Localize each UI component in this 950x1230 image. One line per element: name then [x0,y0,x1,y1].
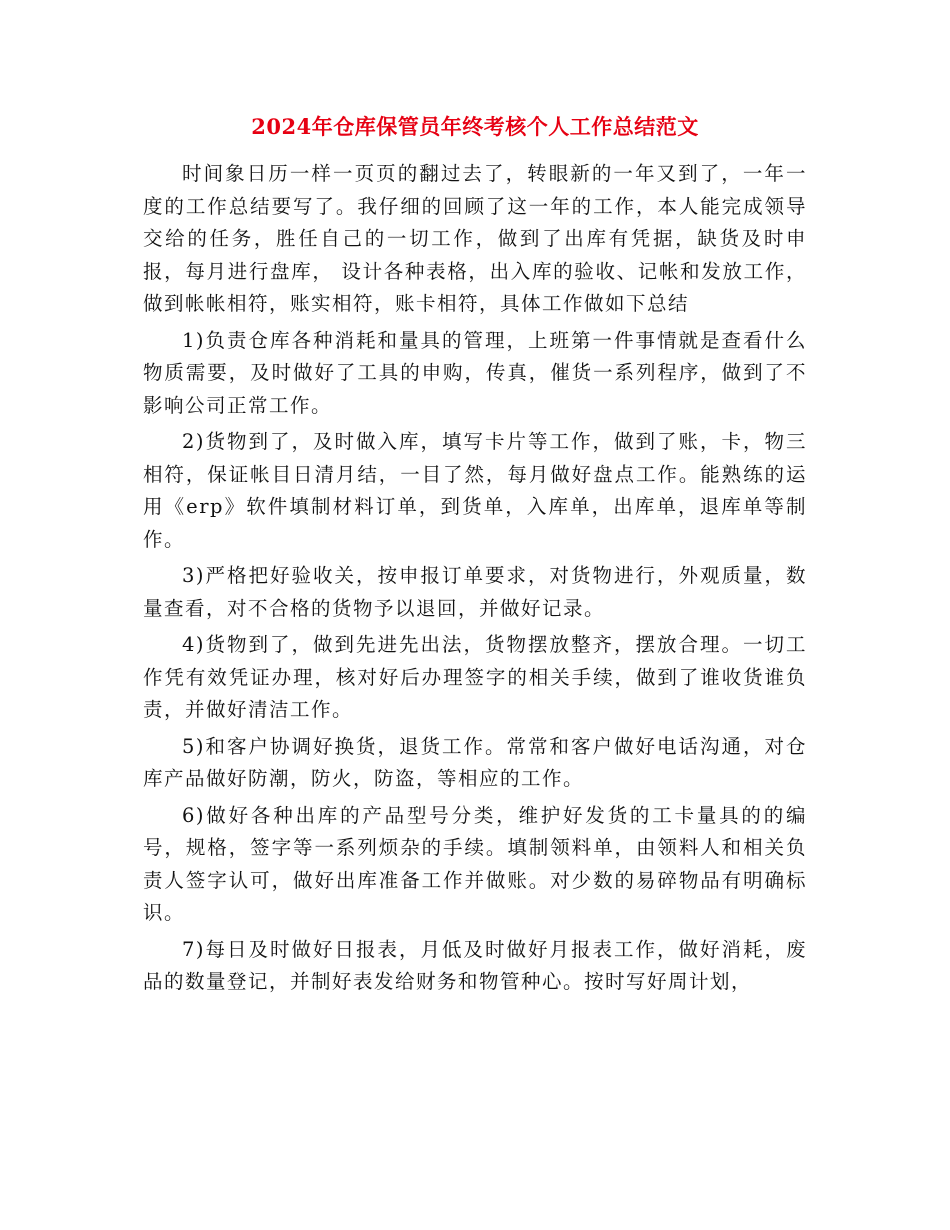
paragraph-item-7: 7)每日及时做好日报表，月低及时做好月报表工作，做好消耗，废品的数量登记，并制好表发给财务和物管种心。按时写好周计划， [143,937,807,993]
paragraph-intro: 时间象日历一样一页页的翻过去了，转眼新的一年又到了，一年一度的工作总结要写了。我仔细的回顾了这一年的工作，本人能完成领导交给的任务，胜任自己的一切工作，做到了出库有凭据，缺货及时申报，每月进行盘库， 设计各种表格，出入库的验收、记帐和发放工作，做到帐帐相符，账实相符，账卡相符，具体工作做如下总结 [143,162,807,315]
paragraph-item-3: 3)严格把好验收关，按申报订单要求，对货物进行，外观质量，数量查看，对不合格的货物予以退回，并做好记录。 [143,564,807,620]
paragraph-item-4: 4)货物到了，做到先进先出法，货物摆放整齐，摆放合理。一切工作凭有效凭证办理，核对好后办理签字的相关手续，做到了谁收货谁负责，并做好清洁工作。 [143,633,807,721]
document-title: 2024年仓库保管员年终考核个人工作总结范文 [251,114,699,139]
paragraph-item-1: 1)负责仓库各种消耗和量具的管理，上班第一件事情就是查看什么物质需要，及时做好了工具的申购，传真，催货一系列程序，做到了不影响公司正常工作。 [143,328,807,417]
document-body [143,158,807,1003]
paragraph-item-6: 6)做好各种出库的产品型号分类，维护好发货的工卡量具的的编号，规格，签字等一系列烦杂的手续。填制领料单，由领料人和相关负责人签字认可，做好出库准备工作并做账。对少数的易碎物品有明确标识。 [143,803,807,924]
paragraph-item-5: 5)和客户协调好换货，退货工作。常常和客户做好电话沟通，对仓库产品做好防潮，防火，防盗，等相应的工作。 [143,734,807,790]
paragraph-item-2: 2)货物到了，及时做入库，填写卡片等工作，做到了账，卡，物三相符，保证帐目日清月结，一目了然，每月做好盘点工作。能熟练的运用《erp》软件填制材料订单，到货单，入库单，出库单，退库单等制作。 [143,430,807,551]
